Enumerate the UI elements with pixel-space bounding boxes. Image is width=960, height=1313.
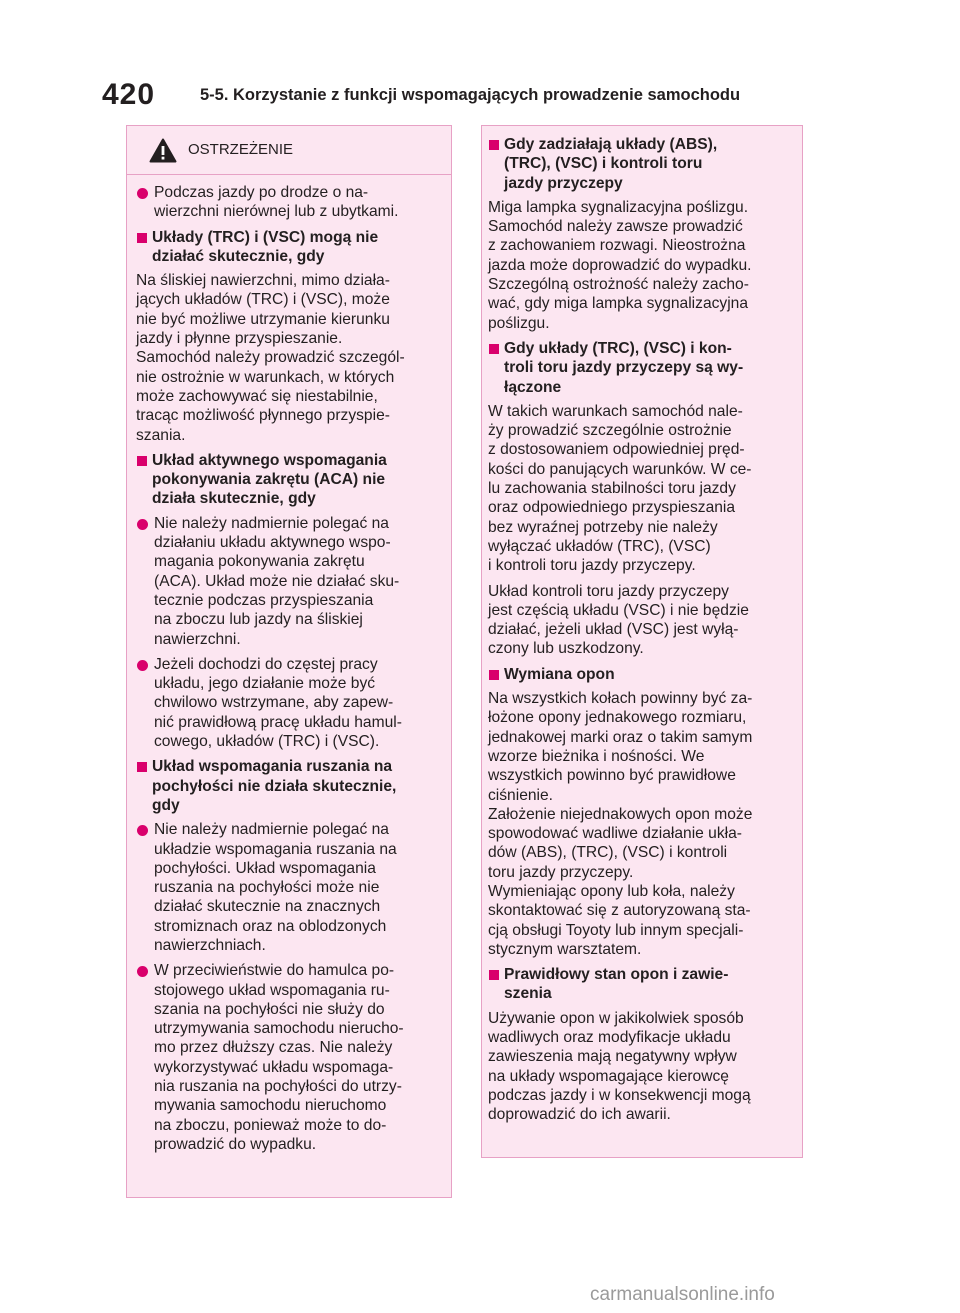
subheading-text: Gdy zadziałają układy (ABS), (TRC), (VSC) i kontroli toru jazdy przyczepy bbox=[504, 136, 718, 192]
subheading bbox=[136, 451, 445, 509]
page-header bbox=[102, 78, 802, 114]
paragraph: Układ kontroli toru jazdy przyczepy jest częścią układu (VSC) i nie będzie działać, jeżeli układ (VSC) jest wyłą- czony lub uszkodzony. bbox=[488, 582, 749, 658]
subheading bbox=[488, 665, 796, 684]
bullet-dot-icon bbox=[137, 966, 148, 977]
subheading bbox=[488, 135, 796, 193]
paragraph: Na wszystkich kołach powinny być za- łożone opony jednakowego rozmiaru, jednakowej marki oraz o takim samym wzorze bieżnika i nośności. We wszystkich powinno być prawidłowe ciśnienie. Założenie niejednakowych opon może spowodować wadliwe działanie ukła- dów (ABS), (TRC), (VSC) i kontroli toru jazdy przyczepy. Wymieniając opony lub koła, należy skontaktować się z autoryzowaną sta- cją obsługi Toyoty lub innym specjali- stycznym warsztatem. bbox=[488, 690, 753, 958]
section-title: 5-5. Korzystanie z funkcji wspomagających prowadzenie samochodu bbox=[200, 86, 741, 104]
paragraph: Używanie opon w jakikolwiek sposób wadliwych oraz modyfikacje układu zawieszenia mają negatywny wpływ na układy wspomagające kierowcę podczas jazdy i w konsekwencji mogą doprowadzić do ich awarii. bbox=[488, 1009, 751, 1124]
subheading bbox=[488, 339, 796, 397]
bullet-item bbox=[136, 514, 445, 649]
watermark: carmanualsonline.info bbox=[590, 1284, 775, 1305]
subheading-text: Wymiana opon bbox=[504, 665, 615, 683]
warning-body-continued bbox=[482, 126, 802, 1125]
warning-box-continued bbox=[481, 125, 803, 1158]
warning-header bbox=[127, 126, 451, 175]
paragraph: Na śliskiej nawierzchni, mimo działa- jących układów (TRC) i (VSC), może nie być możliwe utrzymanie kierunku jazdy i płynne przyspieszanie. Samochód należy prowadzić szczegól- nie ostrożnie w warunkach, w których może zachowywać się niestabilnie, tracąc możliwość płynnego przyspie- szania. bbox=[136, 272, 405, 444]
bullet-item bbox=[136, 961, 445, 1154]
square-bullet-icon bbox=[489, 344, 499, 354]
bullet-text: W przeciwieństwie do hamulca po- stojowego układ wspomagania ru- szania na pochyłości nie służy do utrzymywania samochodu nierucho- mo przez dłuższy czas. Nie należy wykorzystywać układu wspomaga- nia ruszania na pochyłości do utrzy- mywania samochodu nieruchomo na zboczu, ponieważ może to do- prowadzić do wypadku. bbox=[154, 962, 404, 1153]
page-number: 420 bbox=[102, 78, 156, 111]
square-bullet-icon bbox=[489, 140, 499, 150]
square-bullet-icon bbox=[489, 670, 499, 680]
bullet-text: Podczas jazdy po drodze o na- wierzchni nierównej lub z ubytkami. bbox=[154, 184, 399, 221]
bullet-item bbox=[136, 820, 445, 955]
subheading-text: Układ wspomagania ruszania na pochyłości nie działa skutecznie, gdy bbox=[152, 758, 397, 814]
subheading bbox=[136, 757, 445, 815]
bullet-dot-icon bbox=[137, 188, 148, 199]
bullet-item bbox=[136, 183, 445, 222]
bullet-item bbox=[136, 655, 445, 751]
bullet-text: Nie należy nadmiernie polegać na układzie wspomagania ruszania na pochyłości. Układ wspomagania ruszania na pochyłości może nie działać skutecznie na znacznych stromiznach oraz na oblodzonych nawierzchniach. bbox=[154, 821, 397, 954]
square-bullet-icon bbox=[137, 456, 147, 466]
square-bullet-icon bbox=[137, 762, 147, 772]
subheading-text: Układ aktywnego wspomagania pokonywania zakrętu (ACA) nie działa skutecznie, gdy bbox=[152, 451, 387, 508]
warning-triangle-icon bbox=[149, 138, 177, 163]
square-bullet-icon bbox=[137, 233, 147, 243]
subheading-text: Gdy układy (TRC), (VSC) i kon- troli toru jazdy przyczepy są wy- łączone bbox=[504, 339, 744, 396]
warning-box bbox=[126, 125, 452, 1198]
square-bullet-icon bbox=[489, 970, 499, 980]
bullet-dot-icon bbox=[137, 825, 148, 836]
warning-title: OSTRZEŻENIE bbox=[188, 141, 294, 158]
bullet-dot-icon bbox=[137, 660, 148, 671]
subheading-text: Prawidłowy stan opon i zawie- szenia bbox=[504, 966, 729, 1003]
warning-body bbox=[127, 175, 451, 1154]
paragraph: W takich warunkach samochód nale- ży prowadzić szczególnie ostrożnie z dostosowaniem odpowiedniej pręd- kości do panujących warunków. W ce- lu zachowania stabilności toru jazdy oraz odpowiedniego przyspieszania bez wyraźnej potrzeby nie należy wyłączać układów (TRC), (VSC) i kontroli toru jazdy przyczepy. bbox=[488, 402, 752, 575]
bullet-text: Jeżeli dochodzi do częstej pracy układu, jego działanie może być chwilowo wstrzymane, aby zapew- nić prawidłową pracę układu hamul- cowego, układów (TRC) i (VSC). bbox=[154, 655, 402, 751]
subheading bbox=[488, 965, 796, 1004]
bullet-text: Nie należy nadmiernie polegać na działaniu układu aktywnego wspo- magania pokonywania zakrętu (ACA). Układ może nie działać sku- tecznie podczas przyspieszania na zboczu lub jazdy na śliskiej nawierzchni. bbox=[154, 514, 400, 648]
subheading-text: Układy (TRC) i (VSC) mogą nie działać skutecznie, gdy bbox=[152, 228, 379, 265]
subheading bbox=[136, 228, 445, 267]
bullet-dot-icon bbox=[137, 519, 148, 530]
paragraph: Miga lampka sygnalizacyjna poślizgu. Samochód należy zawsze prowadzić z zachowaniem rozwagi. Nieostrożna jazda może doprowadzić do wypadku. Szczególną ostrożność należy zacho- wać, gdy miga lampka sygnalizacyjna poślizgu. bbox=[488, 198, 752, 332]
